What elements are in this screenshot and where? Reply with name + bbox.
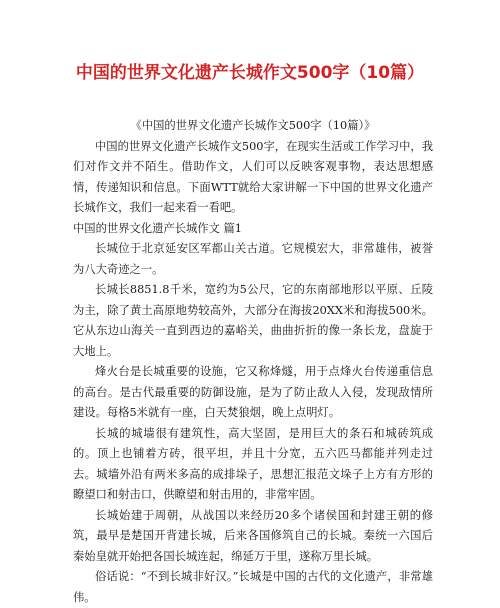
document-body — [73, 116, 433, 608]
intro-paragraph: 中国的世界文化遗产长城作文500字，在现实生活或工作学习中，我们对作文并不陌生。借助作文，人们可以反映客观事物，表达思想感情，传递知识和信息。下面WTT就给大家讲解一下中国的世界文化遗产长城作文，我们一起来看一看吧。 — [73, 139, 433, 214]
section-heading: 中国的世界文化遗产长城作文 篇1 — [73, 221, 242, 235]
body-paragraph: 俗话说：“不到长城非好汉。”长城是中国的古代的文化遗产，非常雄伟。 — [73, 570, 433, 604]
body-paragraph: 长城位于北京延安区军都山关古道。它规模宏大，非常雄伟，被誉为八大奇迹之一。 — [73, 242, 433, 276]
body-paragraph: 烽火台是长城重要的设施，它又称烽燧，用于点烽火台传递重信息的高台。是古代最重要的防御设施，是为了防止敌人入侵，发现敌情所建设。每格5米就有一座，白天焚狼烟，晚上点明灯。 — [73, 365, 433, 419]
document-title: 中国的世界文化遗产长城作文500字（10篇） — [75, 63, 425, 83]
body-paragraph: 长城长8851.8千米，宽约为5公尺，它的东南部地形以平原、丘陵为主，除了黄土高原地势较高外，大部分在海拔20XX米和海拔500米。它从东边山海关一直到西边的嘉峪关，曲曲折折的像一条长龙，盘旋于大地上。 — [73, 283, 433, 358]
body-paragraph: 长城的城墙很有建筑性，高大坚固，是用巨大的条石和城砖筑成的。顶上也铺着方砖，很平坦，并且十分宽，五六匹马都能并列走过去。城墙外沿有两米多高的成排垛子，思想汇报范文垛子上方有方形的瞭望口和射击口，供瞭望和射击用的，非常牢固。 — [73, 426, 433, 501]
book-title-line: 《中国的世界文化遗产长城作文500字（10篇）》 — [130, 119, 376, 132]
body-paragraph: 长城始建于周朝，从战国以来经历20多个诸侯国和封建王朝的修筑，最早是楚国开背建长城，后来各国修筑自己的长城。秦统一六国后秦始皇就开始把各国长城连起，绵延万于里，遂称万里长城。 — [73, 508, 433, 563]
